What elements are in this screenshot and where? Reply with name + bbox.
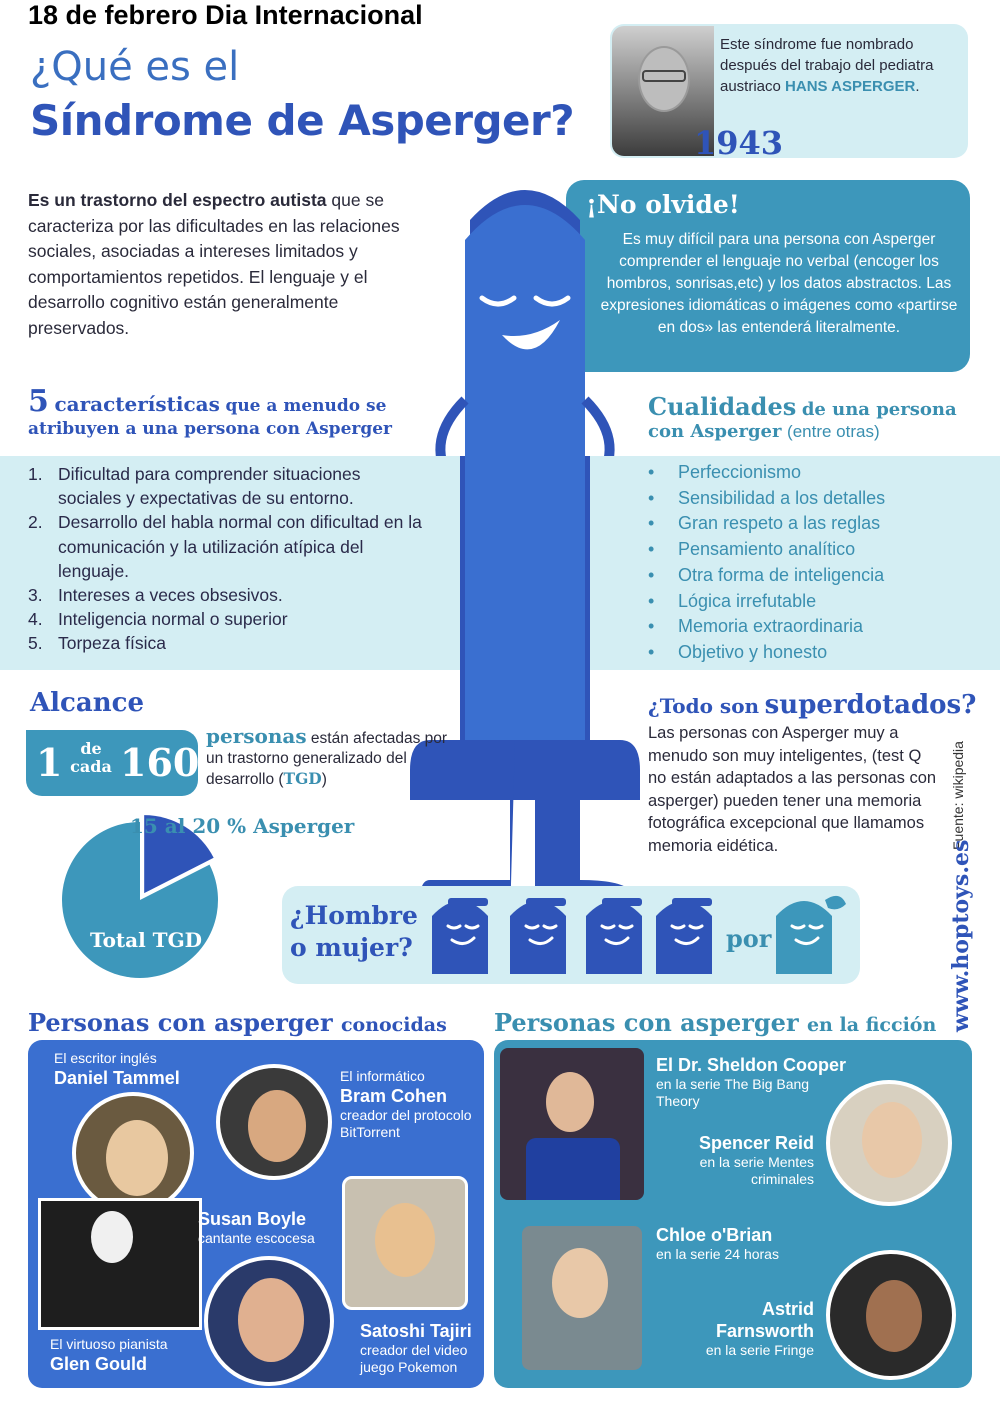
intro-rest: que se caracteriza por las dificultades en las relaciones sociales, asociadas a intereses limitados y comportamientos repetidos. El lenguaje y el desarrollo cognitivo están generalmente preservados. [28,190,400,338]
daniel-tammel-photo [72,1092,194,1214]
title-line-2: Síndrome de Asperger? [30,96,575,145]
astrid-farnsworth-photo [826,1250,956,1380]
cualidades-title: Cualidades de una persona con Asperger (entre otras) [648,392,957,442]
caption-spencer-reid: Spencer Reid en la serie Mentes criminales [698,1133,814,1187]
caption-sheldon-cooper: El Dr. Sheldon Cooper en la serie The Big Bang Theory [656,1055,847,1109]
hans-asperger-text: Este síndrome fue nombrado después del trabajo del pediatra austriaco HANS ASPERGER. [720,36,934,95]
known-people-title: Personas con asperger conocidas [28,1008,447,1037]
caption-astrid-farnsworth: Astrid Farnsworth en la serie Fringe [705,1299,814,1358]
list-item: • Lógica irrefutable [648,590,817,611]
header-date: 18 de febrero Dia Internacional [28,0,423,30]
alcance-de-cada: de cada [70,739,112,776]
gender-por: por [726,924,772,953]
satoshi-tajiri-photo [342,1176,468,1310]
source-label: Fuente: wikipedia [950,741,966,850]
alcance-160: 160 [120,740,200,785]
alcance-title: Alcance [30,688,145,718]
pie-label-asperger: 15 al 20 % Asperger [130,814,355,838]
superdotados-text: Las personas con Asperger muy a menudo son muy inteligentes, (test Q no están adaptados a las personas con asperger) pueden tener una memoria fotográfica excepcional que llamamos memoria eidética. [648,724,937,855]
superdotados-title: ¿Todo son superdotados? [648,690,977,720]
title-line-1: ¿Qué es el [30,44,240,90]
website-label: www.hoptoys.es [948,839,974,1032]
list-item: 1. Dificultad para comprender situaciones sociales y expectativas de su entorno. [28,464,361,509]
caption-daniel-tammel: El escritor inglés Daniel Tammel [54,1050,180,1088]
chloe-obrian-photo [522,1226,642,1370]
no-olvide-title: ¡No olvide! [586,190,740,219]
list-item: 4. Inteligencia normal o superior [28,609,288,630]
hans-name: HANS ASPERGER [785,78,916,95]
list-item: • Gran respeto a las reglas [648,513,881,534]
fiction-people-title: Personas con asperger en la ficción [494,1008,937,1037]
hans-text-body: Este síndrome fue nombrado después del trabajo del pediatra austriaco [720,36,934,95]
characteristics-list [28,462,428,656]
list-item: • Perfeccionismo [648,462,802,482]
bram-cohen-photo [216,1064,332,1180]
list-item: 5. Torpeza física [28,633,166,654]
cualidades-list [648,460,988,666]
gender-question: ¿Hombre o mujer? [290,901,418,962]
caracteristicas-word: características [54,392,220,416]
hans-year: 1943 [694,124,784,162]
caracteristicas-title [28,384,438,439]
caracteristicas-number: 5 [28,384,49,419]
pie-label-total: Total TGD [90,928,202,952]
list-item: 2. Desarrollo del habla normal con dificultad en la comunicación y la utilización atípica del lenguaje. [28,512,422,581]
intro-lead: Es un trastorno del espectro autista [28,190,327,210]
list-item: • Pensamiento analítico [648,539,856,560]
alcance-one: 1 [36,740,63,785]
caption-susan-boyle: Susan Boyle cantante escocesa [198,1209,315,1246]
caption-chloe-obrian: Chloe o'Brian en la serie 24 horas [656,1225,779,1262]
list-item: • Memoria extraordinaria [648,616,864,637]
alcance-text: personas están afectadas por un trastorno generalizado del desarrollo (TGD) [206,724,448,788]
list-item: • Sensibilidad a los detalles [648,487,886,508]
sheldon-cooper-photo [500,1048,644,1200]
glen-gould-photo [38,1198,202,1330]
caption-bram-cohen: El informático Bram Cohen creador del protocolo BitTorrent [340,1068,472,1140]
caption-glen-gould: El virtuoso pianista Glen Gould [50,1336,168,1374]
caracteristicas-rest1: que a menudo se [225,396,387,416]
list-item: 3. Intereses a veces obsesivos. [28,585,283,606]
no-olvide-text: Es muy difícil para una persona con Asperger comprender el lenguaje no verbal (encoger los hombros, sonrisas,etc) y los datos abstractos. Las expresiones idiomáticas o imágenes como «partirse en dos» las entenderá literalmente. [600,231,958,336]
gender-figures-icon [420,886,860,986]
intro-paragraph [28,188,428,341]
caption-satoshi-tajiri: Satoshi Tajiri creador del video juego Pokemon [360,1321,472,1375]
list-item: • Otra forma de inteligencia [648,564,885,585]
susan-boyle-photo [204,1256,334,1386]
list-item: • Objetivo y honesto [648,641,828,662]
caracteristicas-rest2: atribuyen a una persona con Asperger [28,419,392,439]
